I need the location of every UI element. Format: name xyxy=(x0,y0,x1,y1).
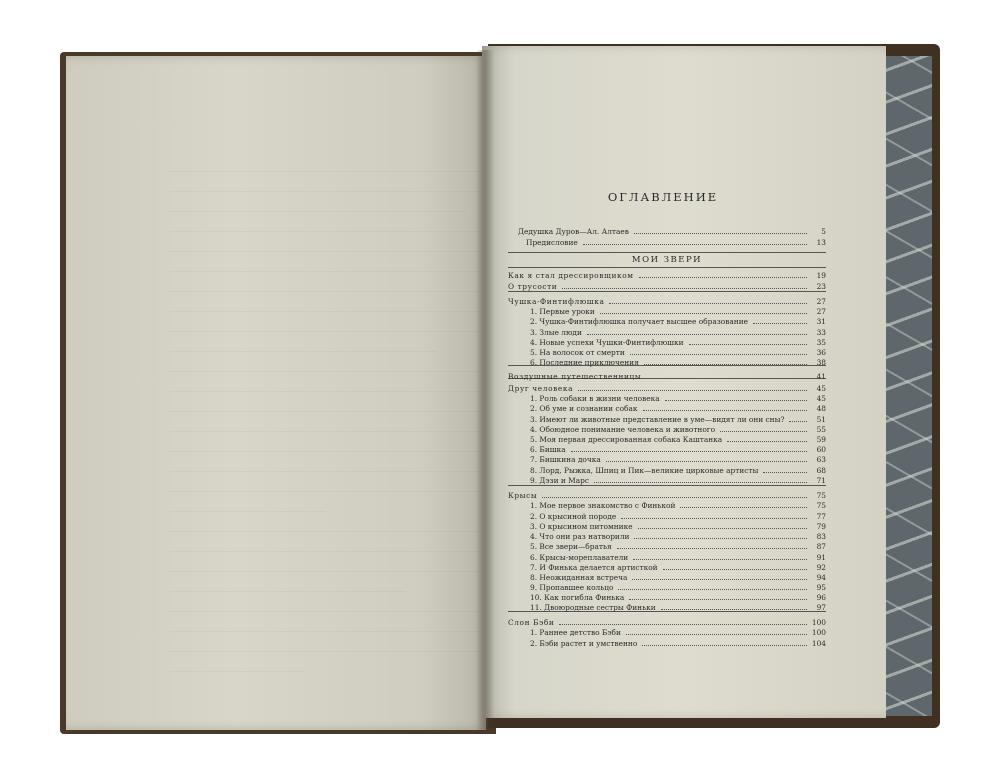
toc-entry-label: 5. Все звери—братья xyxy=(530,542,612,551)
left-page xyxy=(66,56,486,730)
toc-entry-label: 9. Пропавшее кольцо xyxy=(530,583,614,592)
toc-dot-leader xyxy=(643,409,808,411)
section-rule xyxy=(508,291,826,292)
toc-entry-page: 104 xyxy=(811,639,826,648)
toc-entry-page: 45 xyxy=(816,394,826,403)
toc-dot-leader xyxy=(559,623,807,625)
toc-entry-page: 100 xyxy=(811,618,826,627)
toc-entry xyxy=(508,280,826,291)
toc-dot-leader xyxy=(542,496,807,498)
toc-entry-page: 41 xyxy=(816,372,826,381)
toc-dot-leader xyxy=(646,377,807,379)
toc-entry-page: 77 xyxy=(816,512,826,521)
toc-entry-label: 5. Моя первая дрессированная собака Каштанка xyxy=(530,435,723,444)
toc-entry-page: 45 xyxy=(816,384,826,393)
toc-entry xyxy=(508,225,826,236)
toc-entry-page: 51 xyxy=(816,415,826,424)
toc-dot-leader xyxy=(680,506,807,508)
toc-dot-leader xyxy=(720,430,807,432)
toc-dot-leader xyxy=(594,481,807,483)
toc-entry-page: 71 xyxy=(816,476,826,485)
bleed-through-text xyxy=(166,152,526,712)
toc-dot-leader xyxy=(644,363,807,365)
toc-entry-page: 60 xyxy=(816,445,826,454)
book-spine-shadow xyxy=(476,50,494,730)
toc-entry-page: 27 xyxy=(816,307,826,316)
toc-entry-page: 31 xyxy=(816,317,826,326)
toc-dot-leader xyxy=(689,343,807,345)
toc-entry-label: Друг человека xyxy=(508,384,574,393)
toc-entry-page: 55 xyxy=(816,425,826,434)
section-title: МОИ ЗВЕРИ xyxy=(631,255,703,265)
toc-dot-leader xyxy=(661,608,807,610)
toc-entry-page: 33 xyxy=(816,328,826,337)
toc-entry-page: 36 xyxy=(816,348,826,357)
toc-entry xyxy=(508,540,826,551)
toc-dot-leader xyxy=(600,312,807,314)
toc-entry-page: 35 xyxy=(816,338,826,347)
toc-entry-label: 2. Бэби растет и умственно xyxy=(530,639,638,648)
toc-dot-leader xyxy=(578,389,807,391)
toc-title: ОГЛАВЛЕНИЕ xyxy=(607,190,719,204)
toc-entry-page: 92 xyxy=(816,563,826,572)
toc-entry-page: 96 xyxy=(816,593,826,602)
toc-entry-label: 3. Имеют ли животные представление в уме—видят ли они сны? xyxy=(530,415,785,424)
toc-entry xyxy=(508,236,826,247)
toc-dot-leader xyxy=(562,287,807,289)
toc-entry-page: 79 xyxy=(816,522,826,531)
toc-dot-leader xyxy=(727,440,807,442)
toc-entry-label: 11. Двоюродные сестры Финьки xyxy=(530,603,656,612)
toc-dot-leader xyxy=(642,644,807,646)
toc-entry-label: 4. Новые успехи Чушки-Финтифлюшки xyxy=(530,338,684,347)
toc-entry-label: 2. Чушка-Финтифлюшка получает высшее образование xyxy=(530,317,748,326)
toc-entry-page: 97 xyxy=(816,603,826,612)
toc-entry-label: 10. Как погибла Финька xyxy=(530,593,625,602)
toc-entry-label: 1. Раннее детство Бэби xyxy=(530,628,621,637)
toc-dot-leader xyxy=(639,276,807,278)
toc-dot-leader xyxy=(789,420,807,422)
toc-entry-page: 68 xyxy=(816,466,826,475)
toc-entry-label: 3. О крысином питомнике xyxy=(530,522,633,531)
toc-dot-leader xyxy=(609,302,807,304)
toc-entry-page: 59 xyxy=(816,435,826,444)
toc-entry-label: 6. Бишка xyxy=(530,445,566,454)
toc-entry-label: 6. Крысы-мореплаватели xyxy=(530,553,629,562)
toc-entry-page: 19 xyxy=(816,271,826,280)
toc-dot-leader xyxy=(583,243,807,245)
toc-entry-label: Предисловие xyxy=(526,238,578,247)
toc-entry xyxy=(508,499,826,510)
toc-entry-page: 5 xyxy=(821,227,826,236)
toc-entry-label: 9. Дэзи и Марс xyxy=(530,476,589,485)
toc-dot-leader xyxy=(587,333,807,335)
toc-entry xyxy=(508,474,826,485)
toc-dot-leader xyxy=(618,588,807,590)
toc-entry-label: Как я стал дрессировщиком xyxy=(508,271,634,280)
toc-entry xyxy=(508,315,826,326)
toc-entry-page: 75 xyxy=(816,501,826,510)
toc-dot-leader xyxy=(634,232,807,234)
toc-entry-label: 2. Об уме и сознании собак xyxy=(530,404,638,413)
toc-entry-page: 100 xyxy=(811,628,826,637)
toc-entry-label: 7. И Финька делается артисткой xyxy=(530,563,658,572)
toc-entry xyxy=(508,356,826,367)
toc-dot-leader xyxy=(632,578,807,580)
toc-entry-page: 75 xyxy=(816,491,826,500)
toc-dot-leader xyxy=(663,568,807,570)
toc-dot-leader xyxy=(638,527,807,529)
toc-dot-leader xyxy=(606,460,807,462)
toc-entry-page: 91 xyxy=(816,553,826,562)
toc-entry-label: 4. Обоюдное понимание человека и животного xyxy=(530,425,716,434)
toc-entry xyxy=(508,453,826,464)
toc-entry-page: 87 xyxy=(816,542,826,551)
toc-entry-label: Слон Бэби xyxy=(508,618,555,627)
toc-dot-leader xyxy=(753,322,807,324)
toc-entry-label: 6. Последние приключения xyxy=(530,358,639,367)
toc-dot-leader xyxy=(617,547,807,549)
toc-entry-label: 8. Неожиданная встреча xyxy=(530,573,628,582)
toc-entry-label: 4. Что они раз натворили xyxy=(530,532,630,541)
toc-dot-leader xyxy=(621,517,807,519)
toc-entry xyxy=(508,626,826,637)
toc-entry-label: 1. Первые уроки xyxy=(530,307,595,316)
toc-entry-label: 5. На волосок от смерти xyxy=(530,348,625,357)
toc-dot-leader xyxy=(634,537,807,539)
cover-pattern-edge xyxy=(880,56,932,716)
section-rule xyxy=(508,252,826,253)
toc-entry-page: 94 xyxy=(816,573,826,582)
toc-entry-label: Воздушные путешественницы xyxy=(508,372,642,381)
toc-entry-label: Дедушка Дуров—Ал. Алтаев xyxy=(518,227,629,236)
toc-entry-label: 2. О крысиной породе xyxy=(530,512,617,521)
toc-entry-page: 83 xyxy=(816,532,826,541)
toc-entry-label: Крысы xyxy=(508,491,538,500)
toc-entry xyxy=(508,601,826,612)
toc-entry xyxy=(508,637,826,648)
toc-entry xyxy=(508,269,826,280)
toc-dot-leader xyxy=(630,353,807,355)
toc-entry-page: 13 xyxy=(816,238,826,247)
toc-dot-leader xyxy=(626,633,807,635)
toc-entry-page: 27 xyxy=(816,297,826,306)
toc-entry-label: 3. Злые люди xyxy=(530,328,582,337)
toc-entry-label: 1. Мое первое знакомство с Финькой xyxy=(530,501,676,510)
toc-entry-label: Чушка-Финтифлюшка xyxy=(508,297,605,306)
toc-dot-leader xyxy=(571,450,807,452)
toc-entry xyxy=(508,370,826,381)
toc-dot-leader xyxy=(665,399,807,401)
toc-entry-page: 38 xyxy=(816,358,826,367)
toc-entry-page: 63 xyxy=(816,455,826,464)
toc-entry-label: 1. Роль собаки в жизни человека xyxy=(530,394,660,403)
toc-dot-leader xyxy=(633,558,807,560)
toc-entry xyxy=(508,402,826,413)
toc-entry-page: 23 xyxy=(816,282,826,291)
toc-dot-leader xyxy=(629,598,807,600)
toc-entry-page: 95 xyxy=(816,583,826,592)
toc-entry-label: О трусости xyxy=(508,282,558,291)
toc-entry-label: 7. Бишкина дочка xyxy=(530,455,601,464)
toc-entry-page: 48 xyxy=(816,404,826,413)
toc-entry-label: 8. Лорд, Рыжка, Шпиц и Пик—великие цирковые артисты xyxy=(530,466,759,475)
section-rule xyxy=(508,485,826,486)
toc-dot-leader xyxy=(763,471,807,473)
section-rule xyxy=(508,267,826,268)
